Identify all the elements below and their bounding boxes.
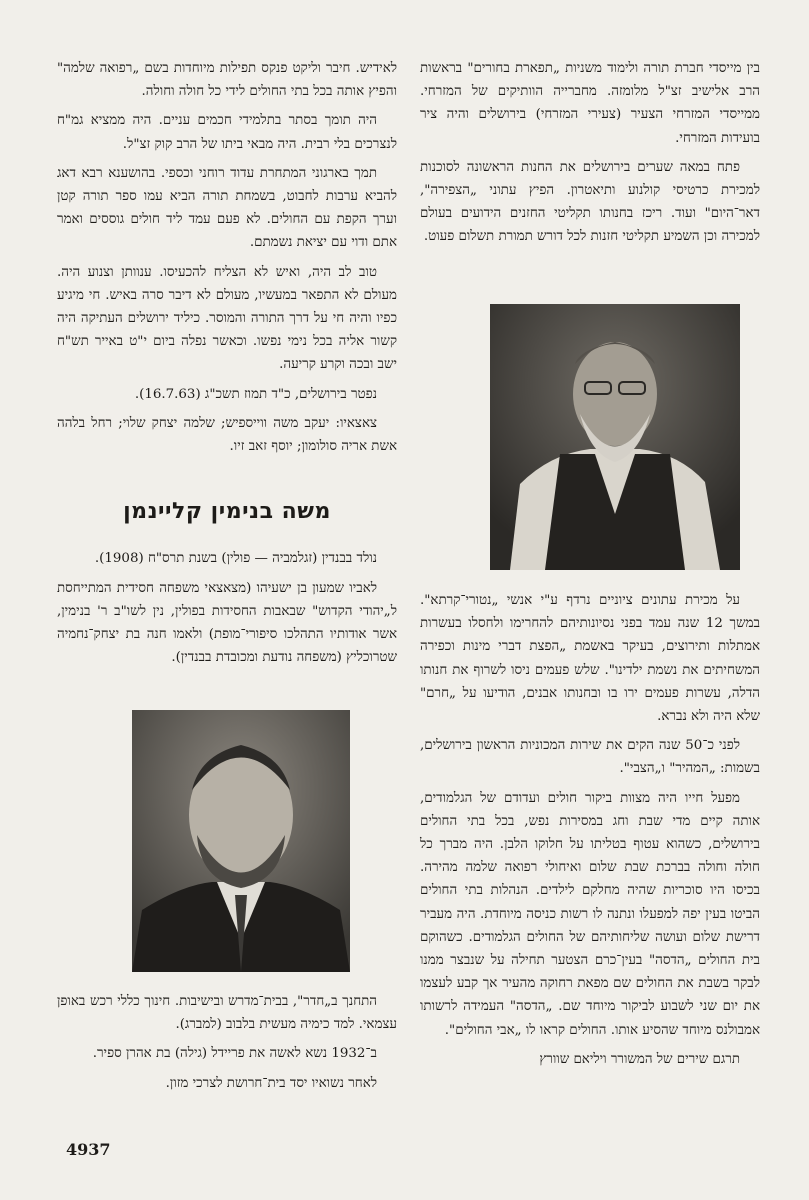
entry-title: משה בנימין קליינמן <box>123 499 331 525</box>
right-paragraph-2: פתח במאה שערים בירושלים את החנות הראשונה לסוכנות למכירת כרטיסי קולנוע ותיאטרון. הפיץ עתוני „הצפירה", דאר־היום" ועוד. ריכז בחנותו תקליטי החזנים הידועים בעולם למכירה וכן השמיע תקליטי חזנות לכל דורש תמורת תשלום פעוט. <box>420 159 760 245</box>
right-column-bottom <box>420 589 760 1077</box>
left-column-bottom <box>57 990 397 1101</box>
left-paragraph-8: ב־1932 נשא לאשה את פריידל (גילה) בת אהרן ספיר. <box>92 1046 377 1062</box>
right-paragraph-1: בין מייסדי חברת תורה ולימוד משניות „תפארת בחורים" בראשות הרב אלישיב זצ"ל מלומזה. מחברייה הוותיקים של המזרחי. ממייסדי המזרחי הצעיר (צעירי המזרחי) בירושלים והיה ציר בועידות המזרחי. <box>420 61 760 146</box>
right-paragraph-5: מפעל חייו היה מצוות ביקור חולים ועדודם של הגלמודים, אותה קיים מדי שבת וחג במסירות נפש, בכל בתי החולים בירושלים, כשהוא עטוף בטליתו על חלוקו הלבן. היה מברך כל חולה וחולה בברכת שבת שלום ואיחולי רפואה שלמה מהירה. בכיסו היו סוכריות שהיה מחלקם לילדים. הנהלות בתי החולים הביטו בעין יפה למפעלו ונתנה לו רשות כניסה מיוחדת. היה מעביר דרישת שלום ועושה שליחותיהם של החולים הגלמודים. כשהוקם בית החולים „הדסה" בעין־כרם הצטער תחילה על שנבצר ממנו לבקר בשבת את החולים שם מפאת רחוקה מהעיר אך קבע לעצמו את יום שני לשבוע לביקור מיוחד שם. „הדסה" העמידה לרשותו אמבולנס מיוחד שהסיע אותו. החולים קראו לו „אבי החולים". <box>420 790 760 1038</box>
portrait-photo-elder <box>490 304 740 570</box>
left-paragraph-1: לאידיש. חיבר וליקט פנקס תפילות מיוחדות בשם „רפואה שלמה" והפיץ אותה בכל בתי החולים לידי כל חולה וחולה. <box>57 61 397 100</box>
portrait-elder-image <box>490 304 740 570</box>
portrait-man-image <box>132 710 350 972</box>
right-column <box>420 57 760 255</box>
left-paragraph-5: נפטר בירושלים, כ"ד תמוז תשכ"ג (16.7.63). <box>134 386 377 402</box>
left-column <box>57 57 397 675</box>
portrait-photo-man <box>132 710 350 972</box>
left-paragraph-6: צאצאיו: יעקב משה ווייספיש; שלמה יצחק שלוי; רחל בלהה אשת אריה סולומון; יוסף זאב זיו. <box>57 415 397 455</box>
page-number: 4937 <box>66 1140 111 1159</box>
right-paragraph-4: לפני כ־50 שנה הקים את שירות המכוניות הראשון בירושלים, בשמות: „המהיר" ו„הצבי". <box>420 738 760 777</box>
left-paragraph-3: תמך בארגוני המתחרת עדוד רוחני וכספי. בהושענא רבא דאג להביא ערבות לחבוט, בשמחת תורה הביא עמו ספר תורה קטן וערך הקפת עם החולים. לא פעם עמד ליד חולים גוססים ואמר אתם ודוי עם יציאת נשמתם. <box>57 165 397 251</box>
left-paragraph-9: לאחר נשואיו יסד בית־חרושת לצרכי מזון. <box>165 1075 377 1091</box>
left-paragraph-4: טוב לב היה, ואיש לא הצליח להכעיסו. ענוותן וצנוע היה. מעולם לא התפאר במעשיו, מעולם לא דיבר סרה באיש. חי מיגיע כפיו והיה חי על דרך התורה והמוסר. כיליד ירושלים העתיקה היה קשור אליה בכל נימי נפשו. וכאשר נפלה ביום י"ט באייר תש"ח ישב ובכה וקרע קריעה. <box>57 264 397 373</box>
left-entry-paragraph-1: נולד בבנדין (זגלמביה — פולין) בשנת תרס"ח (1908). <box>94 551 377 567</box>
left-entry-paragraph-2: לאביו שמעון בן ישעיהו (מצאצאי משפחה חסידית המתייחסת ל„יהודי הקדוש" שבאבות החסידות בפולין, נין לשו"ב ר' בנימין, אשר אודותיו התהלכו סיפורי־מופת) ולאמו חנה בת יצחק־נחמיה שטרוכליץ (משפחה נודעת ומכובדת בבנדין). <box>57 580 397 666</box>
right-paragraph-3: על מכירת עתונים ציוניים נרדף ע"י אנשי „נטורי־קרתא". במשך 12 שנה עמד בפני נסיונותיהם להחרימו ולחסלו בעשרות אמתלות ותירוצים, בעיקר באשמת „הפצת דברי מינות וכפירה המשחיתים את נשמת ילדינו". שלש פעמים ניסו לשרוף את חנותו הדלה, עשרות פעמים ירו בו ובחנותו אבנים, הודיעו על „חרם" שלא היה ולא נברא. <box>420 593 760 725</box>
left-paragraph-7: התחנך ב„חדר", בבית־מדרש ובישיבות. חינוך כללי רכש באופן עצמאי. למד כימיה מעשית בלבוב (למברג). <box>57 994 397 1033</box>
left-paragraph-2: היה תומך בסתר בתלמידי חכמים עניים. היה ממציא גמ"ח לנצרכים בלי רבית. היה מבאי ביתו של הרב קוק זצ"ל. <box>57 113 397 152</box>
right-paragraph-6: תרגם שירים של המשורר ויליאם שוורץ <box>539 1051 740 1067</box>
